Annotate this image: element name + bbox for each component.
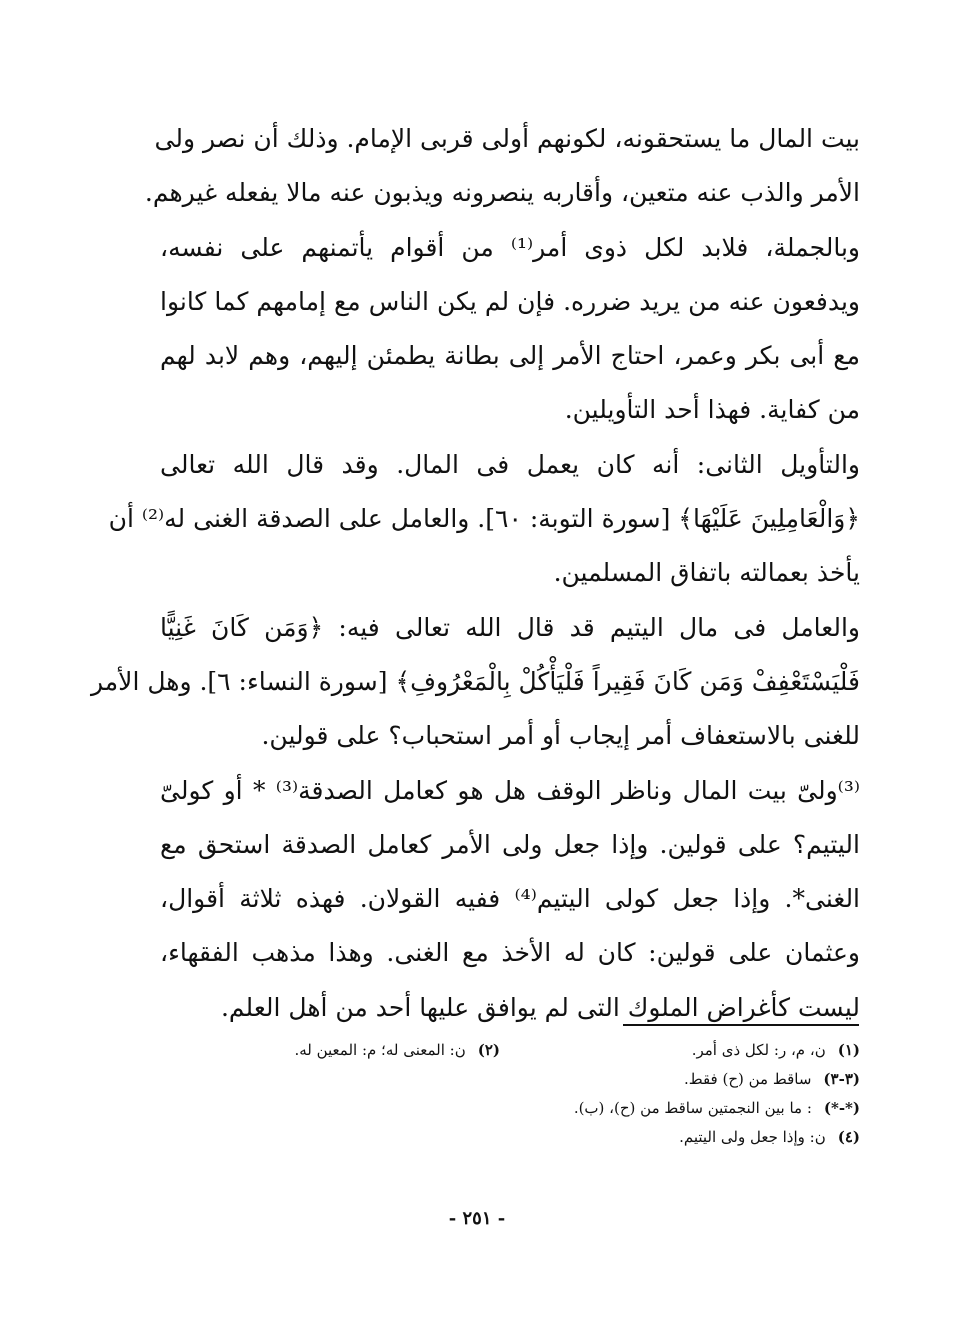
footnote-text: ساقط من (ح) فقط. [683,1070,812,1088]
text-line: ﴿وَالْعَامِلِينَ عَلَيْهَا﴾ [سورة التوبة: ٦٠]. والعامل على الصدقة الغنى له⁽²⁾ أن [108,504,860,534]
text-line: بيت المال ما يستحقونه، لكونهم أولى قربى الإمام. وذلك أن نصر ولى [154,124,860,153]
footnote-number: (٣-٣) [823,1070,860,1088]
footnote-4 [230,1123,860,1152]
footnote-number: (*-*) [823,1099,860,1117]
footnote-1 [500,1036,860,1065]
text-line: من كفاية. فهذا أحد التأويلين. [564,395,860,425]
text-line: مع أبى بكر وعمر، احتاج الأمر إلى بطانة يطمئن إليهم، وهم لابد لهم [160,341,860,371]
text-line: الأمر والذب عنه متعين، وأقاربه ينصرونه ويذبون عنه مالا يفعله غيرهم. [144,178,860,208]
text-line: ويدفعون عنه من يريد ضرره. فإن لم يكن الناس مع إمامهم كما كانوا [160,286,860,316]
footnote-text: ن: وإذا جعل ولى اليتيم. [679,1128,826,1146]
main-text [91,112,861,1035]
text-line: الغنى*. وإذا جعل كولى اليتيم⁽⁴⁾ ففيه القولان. فهذه ثلاثة أقوال، [160,884,861,914]
footnote-stars [230,1094,860,1123]
footnote-3 [230,1065,860,1094]
footnote-number: (١) [837,1041,860,1059]
footnote-number: (٢) [477,1041,500,1059]
text-line: يأخذ بعمالته باتفاق المسلمين. [553,558,860,588]
text-line: ⁽³⁾ولىّ بيت المال وناظر الوقف هل هو كعامل الصدقة⁽³⁾ * أو كولىّ [160,775,860,805]
text-line: والتأويل الثانى: أنه كان يعمل فى المال. وقد قال الله تعالى [160,449,860,479]
footnote-row [230,1036,860,1065]
footnote-text: ن، م، ر: لكل ذى أمر. [691,1041,826,1059]
footnote-text: : ما بين النجمتين ساقط من (ح)، (ب). [573,1099,812,1117]
text-line: فَلْيَسْتَعْفِفْ وَمَن كَانَ فَقِيراً فَلْيَأْكُلْ بِالْمَعْرُوفِ﴾ [سورة النساء: ٦]. وهل الأمر [91,666,860,696]
text-line: وعثمان على قولين: كان له الأخذ مع الغنى. وهذا مذهب الفقهاء، [160,938,860,968]
text-line: وبالجملة، فلابد لكل ذوى أمر⁽¹⁾ من أقوام يأتمنهم على نفسه، [160,232,860,262]
text-line: ليست كأغراض الملوك التى لم يوافق عليها أحد من أهل العلم. [220,992,860,1022]
text-line: اليتيم؟ على قولين. وإذا جعل ولى الأمر كعامل الصدقة استحق مع [160,829,860,859]
footnotes [230,1036,860,1152]
footnote-2 [294,1036,500,1065]
footnote-text: ن: المعنى له؛ م: المعين له. [294,1041,466,1059]
text-line: والعامل فى مال اليتيم قد قال الله تعالى فيه: ﴿وَمَن كَانَ غَنِيًّا [160,612,860,642]
footnote-number: (٤) [837,1128,860,1146]
text-line: للغنى بالاستعفاف أمر إيجاب أو أمر استحباب؟ على قولين. [261,721,860,751]
page-number: - ٢٥١ - [448,1208,506,1229]
footnote-divider [623,1024,859,1026]
